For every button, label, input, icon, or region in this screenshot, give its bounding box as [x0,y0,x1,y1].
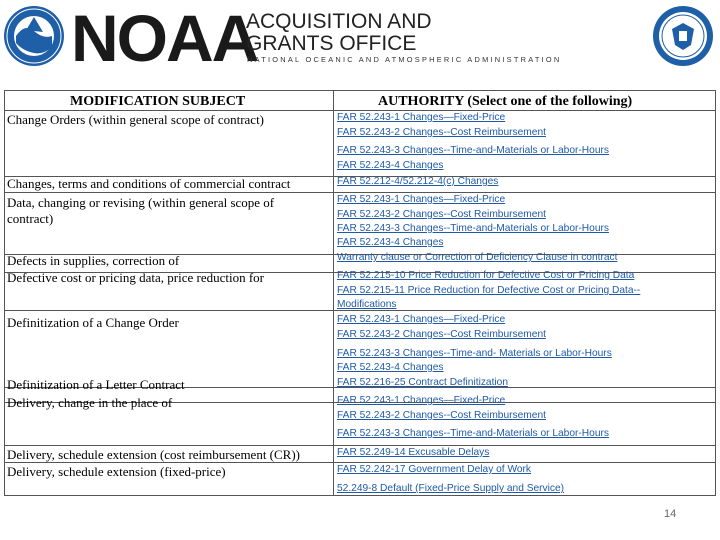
far-clause-link[interactable]: FAR 52.243-4 Changes [337,237,444,248]
far-clause-link[interactable]: FAR 52.243-4 Changes [337,160,444,171]
administration-name: NATIONAL OCEANIC AND ATMOSPHERIC ADMINISTRATION [247,55,562,64]
far-clause-link[interactable]: FAR 52.249-14 Excusable Delays [337,447,490,458]
far-clause-link[interactable]: FAR 52.243-3 Changes--Time-and-Materials or Labor-Hours [337,145,609,156]
table-rule [4,445,716,446]
table-rule [715,90,716,496]
office-title-line2: GRANTS OFFICE [246,32,417,55]
far-clause-link[interactable]: FAR 52.243-1 Changes—Fixed-Price [337,112,506,123]
far-clause-link[interactable]: FAR 52.243-1 Changes—Fixed-Price [337,314,506,325]
table-rule [4,192,716,193]
subject-item: Change Orders (within general scope of contract) [7,112,265,127]
subject-item: Defects in supplies, correction of [7,253,180,268]
warranty-clause-link[interactable]: Warranty clause or Correction of Deficiency Clause in contract [337,252,618,263]
far-clause-link[interactable]: FAR 52.243-2 Changes--Cost Reimbursement [337,127,546,138]
far-clause-link[interactable]: FAR 52.243-3 Changes--Time-and- Materials or Labor-Hours [337,348,612,359]
table-rule [4,90,716,91]
subject-item: Delivery, schedule extension (fixed-price) [7,464,226,479]
page-number: 14 [664,508,677,520]
column-header-subject: MODIFICATION SUBJECT [70,94,246,109]
noaa-logo-text: NOAA [71,1,258,75]
column-header-authority: AUTHORITY (Select one of the following) [378,94,633,109]
subject-item: Defective cost or pricing data, price reduction for [7,270,264,285]
table-rule [333,90,334,496]
commerce-seal-icon [652,5,714,67]
subject-item: Definitization of a Letter Contract [7,377,185,392]
subject-item: Delivery, schedule extension (cost reimbursement (CR)) [7,447,301,462]
office-title-line1: ACQUISITION AND [246,10,432,33]
subject-item: Definitization of a Change Order [7,315,179,330]
subject-item: Data, changing or revising (within general scope of [7,195,275,210]
far-clause-link[interactable]: FAR 52.215-10 Price Reduction for Defective Cost or Pricing Data [337,270,635,281]
far-clause-link[interactable]: Modifications [337,299,397,310]
table-rule [4,495,716,496]
far-clause-link[interactable]: FAR 52.243-2 Changes--Cost Reimbursement [337,329,546,340]
far-clause-link[interactable]: FAR 52.243-2 Changes--Cost Reimbursement [337,209,546,220]
subject-item: Changes, terms and conditions of commercial contract [7,176,291,191]
far-clause-link[interactable]: FAR 52.216-25 Contract Definitization [337,377,509,388]
far-clause-link[interactable]: FAR 52.242-17 Government Delay of Work [337,464,532,475]
table-rule [4,110,716,111]
far-clause-link[interactable]: FAR 52.212-4/52.212-4(c) Changes [337,176,499,187]
subject-item: Delivery, change in the place of [7,395,173,410]
noaa-seal-icon [3,5,65,67]
far-clause-link[interactable]: FAR 52.215-11 Price Reduction for Defective Cost or Pricing Data-- [337,285,641,296]
far-clause-link[interactable]: FAR 52.243-1 Changes—Fixed-Price [337,395,506,406]
page-header [0,0,720,76]
table-rule [4,90,5,496]
far-clause-link[interactable]: FAR 52.243-2 Changes--Cost Reimbursement [337,410,546,421]
subject-item: contract) [7,211,54,226]
far-clause-link[interactable]: 52.249-8 Default (Fixed-Price Supply and Service) [337,483,565,494]
far-clause-link[interactable]: FAR 52.243-3 Changes--Time-and-Materials or Labor-Hours [337,223,609,234]
far-clause-link[interactable]: FAR 52.243-1 Changes—Fixed-Price [337,194,506,205]
far-clause-link[interactable]: FAR 52.243-3 Changes--Time-and-Materials or Labor-Hours [337,428,609,439]
far-clause-link[interactable]: FAR 52.243-4 Changes [337,362,444,373]
